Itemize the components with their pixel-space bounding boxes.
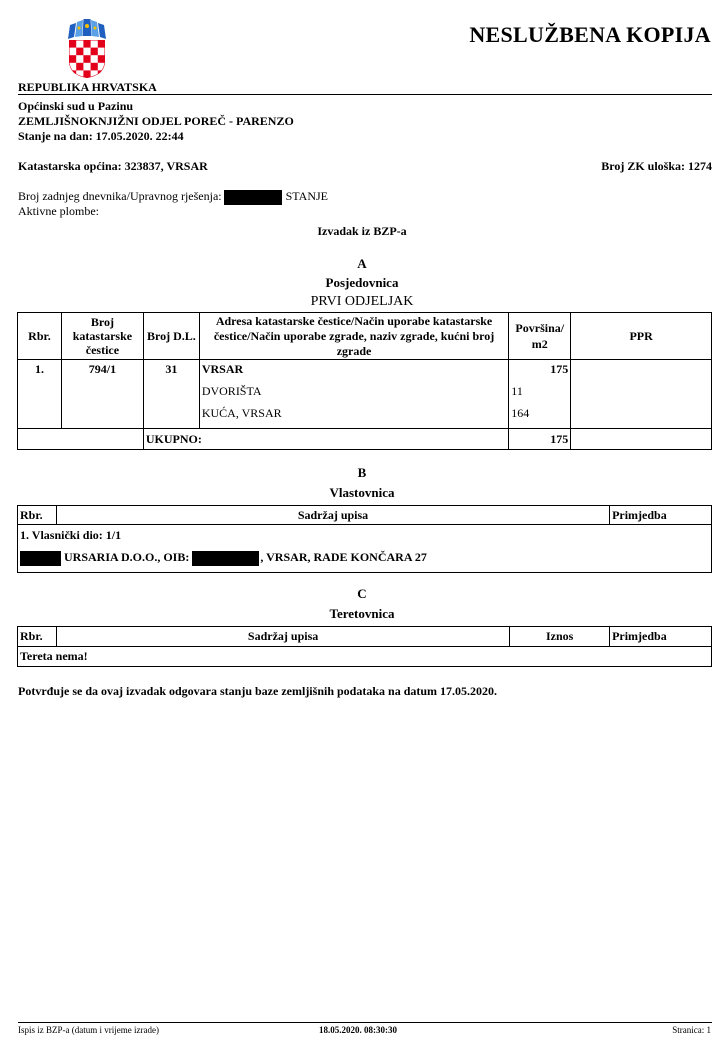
row-place: VRSAR: [201, 362, 244, 376]
row-use-2: KUĆA, VRSAR: [201, 406, 282, 420]
owner-address: , VRSAR, RADE KONČARA 27: [260, 550, 427, 564]
total-ppr: [571, 429, 712, 450]
zk-number: Broj ZK uloška: 1274: [601, 159, 712, 173]
active-seals: Aktivne plombe:: [18, 204, 99, 218]
col-address: Adresa katastarske čestice/Način uporabe katastarske čestice/Način uporabe zgrade, naziv zgrade, kućni broj zgrade: [199, 313, 508, 360]
journal-label: Broj zadnjeg dnevnika/Upravnog rješenja:: [18, 189, 222, 203]
country-name: REPUBLIKA HRVATSKA: [18, 80, 157, 94]
total-empty: [18, 429, 144, 450]
row-use-1: DVORIŠTA: [201, 384, 262, 398]
department-name: ZEMLJIŠNOKNJIŽNI ODJEL POREČ - PARENZO: [18, 114, 294, 128]
redacted-block: [20, 551, 61, 566]
table-header-row: [18, 313, 712, 360]
row-address: [199, 360, 508, 429]
col-parcel: Broj katastarske čestice: [61, 313, 143, 360]
table-header-row: [18, 506, 712, 525]
extract-title: Izvadak iz BZP-a: [317, 224, 407, 238]
ownership-share: 1. Vlasnički dio: 1/1: [20, 528, 122, 542]
col-note: Primjedba: [610, 506, 712, 525]
no-encumbrances: Tereta nema!: [18, 647, 712, 667]
owner-line: [20, 550, 709, 566]
vlastovnica-table: [17, 505, 712, 573]
section-a-letter: A: [357, 256, 367, 271]
total-label: UKUPNO:: [143, 429, 508, 450]
col-rbr: Rbr.: [18, 313, 62, 360]
total-value: 175: [509, 429, 571, 450]
section-a-name: Posjedovnica: [325, 275, 399, 290]
header-divider: [18, 94, 712, 95]
croatian-coat-of-arms-icon: [66, 17, 108, 79]
col-rbr: Rbr.: [18, 627, 57, 647]
redacted-block: [192, 551, 259, 566]
row-area: [509, 360, 571, 429]
col-amount: Iznos: [510, 627, 610, 647]
col-area: Površina/ m2: [509, 313, 571, 360]
redacted-block: [224, 190, 282, 205]
row-ppr: [571, 360, 712, 429]
total-row: [18, 429, 712, 450]
table-row: [18, 525, 712, 573]
col-rbr: Rbr.: [18, 506, 57, 525]
owner-name: URSARIA D.O.O., OIB:: [64, 550, 190, 564]
journal-state: STANJE: [285, 189, 328, 203]
owner-cell: [18, 525, 712, 573]
table-header-row: [18, 627, 712, 647]
cadastral-municipality: Katastarska općina: 323837, VRSAR: [18, 159, 208, 173]
section-c-letter: C: [357, 586, 367, 601]
row-use-1-area: 11: [511, 384, 523, 398]
row-rbr: 1.: [18, 360, 62, 429]
section-b-letter: B: [357, 465, 367, 480]
row-dl: 31: [143, 360, 199, 429]
footer-datetime: 18.05.2020. 08:30:30: [319, 1025, 397, 1035]
table-row: [18, 360, 712, 429]
state-date: Stanje na dan: 17.05.2020. 22:44: [18, 129, 184, 143]
checkerboard-shield: [69, 40, 105, 79]
col-content: Sadržaj upisa: [56, 506, 609, 525]
footer-page: Stranica: 1: [672, 1025, 711, 1035]
teretovnica-table: [17, 626, 712, 667]
row-parcel: 794/1: [61, 360, 143, 429]
journal-line: [18, 189, 328, 205]
section-c-name: Teretovnica: [329, 606, 395, 621]
posjedovnica-table: [17, 312, 712, 450]
section-a-subsection: PRVI ODJELJAK: [310, 294, 414, 309]
col-content: Sadržaj upisa: [56, 627, 509, 647]
col-note: Primjedba: [610, 627, 712, 647]
section-b-name: Vlastovnica: [329, 485, 395, 500]
col-dl: Broj D.L.: [143, 313, 199, 360]
row-use-2-area: 164: [511, 406, 530, 420]
col-ppr: PPR: [571, 313, 712, 360]
page-title: NESLUŽBENA KOPIJA: [469, 22, 711, 47]
footer-left: Ispis iz BZP-a (datum i vrijeme izrade): [18, 1025, 159, 1035]
court-name: Općinski sud u Pazinu: [18, 99, 134, 113]
crown: [68, 19, 106, 39]
table-row: [18, 647, 712, 667]
row-place-area: 175: [550, 362, 569, 376]
confirmation-text: Potvrđuje se da ovaj izvadak odgovara stanju baze zemljišnih podataka na datum 17.05.2020.: [18, 684, 498, 698]
footer-divider: [18, 1022, 712, 1023]
